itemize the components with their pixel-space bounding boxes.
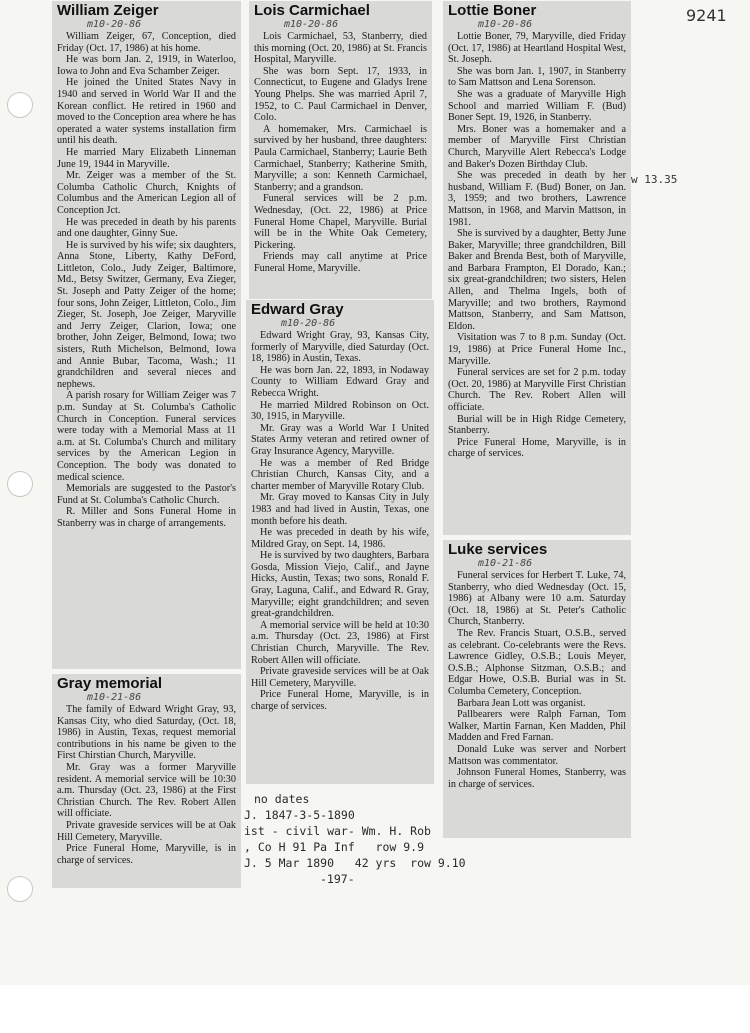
paragraph: R. Miller and Sons Funeral Home in Stanberry was in charge of arrangements. bbox=[57, 506, 236, 529]
handwritten-date-note: m10-20-86 bbox=[478, 19, 533, 30]
typed-record-line: no dates bbox=[254, 792, 310, 806]
paragraph: Funeral services are set for 2 p.m. today (Oct. 20, 1986) at Maryville First Christian Church. The Rev. Robert Allen will officiate. bbox=[448, 367, 626, 413]
typed-record-line: J. 5 Mar 1890 42 yrs row 9.10 bbox=[244, 856, 466, 870]
obituary-lottie-boner bbox=[443, 1, 631, 535]
paragraph: Mr. Gray was a former Maryville resident. A memorial service will be 10:30 a.m. Thursday (Oct. 23, 1986) at the First Christian Church. The Rev. Robert Allen will officiate. bbox=[57, 761, 236, 820]
handwritten-date-note: m10-21-86 bbox=[87, 692, 142, 703]
paragraph: A parish rosary for William Zeiger was 7 p.m. Sunday at St. Columba's Catholic Church in Conception. Funeral services were today with a Memorial Mass at 11 a.m. at St. Columba's Church and military services by the American Legion in Conception. The body was donated to medical science. bbox=[57, 390, 236, 483]
obituary-edward-gray bbox=[246, 300, 434, 784]
paragraph: Burial will be in High Ridge Cemetery, Stanberry. bbox=[448, 413, 626, 437]
paragraph: A homemaker, Mrs. Carmichael is survived by her husband, three daughters: Paula Carmichael, Stanberry; Laurie Beth Carmichael, Stanberry; Katherine Smith, Maryville; a son: Kenneth Carmichael, Stanberry; and a grandson. bbox=[254, 123, 427, 193]
obituary-title: Luke services bbox=[448, 541, 548, 558]
obituary-title: Gray memorial bbox=[57, 675, 163, 692]
paragraph: He is survived by his wife; six daughters, Anna Stone, Liberty, Kathy DeFord, Littleton, Colo., Judy Zeiger, Baltimore, Md., Betsy Switzer, Germany, Eva Zieger, St. Joseph and Patty Zeiger of the home; four sons, John Zeiger, Littleton, Colo., Jim Zieger, St. Joseph, Joe Zeiger, Maryville and Jerry Zeiger, Clarion, Iowa; one brother, John Zeiger, Belmond, Iowa; two sisters, Ruth Michelson, Belmond, Iowa and Annie Bubar, Tacoma, Wash.; 11 grandchildren and several nieces and nephews. bbox=[57, 239, 236, 390]
paragraph: The Rev. Francis Stuart, O.S.B., served as celebrant. Co-celebrants were the Revs. Lawrence Gidley, O.S.B.; Louis Meyer, O.S.B.; Alphonse Sitzman, O.S.B.; and Edgar Howe, O.S.B. Burial was in St. Columba Cemetery, Conception. bbox=[448, 627, 626, 697]
binder-hole bbox=[7, 876, 33, 902]
page-number: 9241 bbox=[686, 6, 727, 25]
paragraph: He joined the United States Navy in 1940 and served in World War II and the Korean conflict. He retired in 1960 and moved to the Conception area where he has operated a water systems installation firm until his death. bbox=[57, 77, 236, 147]
handwritten-date-note: m10-21-86 bbox=[478, 558, 533, 569]
paragraph: Mr. Zeiger was a member of the St. Columba Catholic Church, Knights of Columbus and the American Legion all of Conception Jct. bbox=[57, 170, 236, 216]
paragraph: Barbara Jean Lott was organist. bbox=[457, 697, 586, 709]
paragraph: The family of Edward Wright Gray, 93, Kansas City, who died Saturday, (Oct. 18, 1986) in Austin, Texas, request memorial contributions in his name be given to the First Chirstian Church, Maryville. bbox=[57, 704, 236, 762]
paragraph: Private graveside services will be at Oak Hill Cemetery, Maryville. bbox=[251, 666, 429, 689]
binder-hole bbox=[7, 92, 33, 118]
paragraph: Mr. Gray was a World War I United States Army veteran and retired owner of Gray Insurance Agency, Maryville. bbox=[251, 422, 429, 457]
notice-gray-memorial bbox=[52, 674, 241, 888]
paragraph: He was born Jan. 2, 1919, in Waterloo, Iowa to John and Eva Schamber Zeiger. bbox=[57, 54, 236, 77]
paragraph: She was preceded in death by her husband, William F. (Bud) Boner, on Jan. 3, 1959; and two brothers, Lawrence Mattson, in 1968, and Marvin Mattson, in 1981. bbox=[448, 170, 626, 228]
typed-record-line: ist - civil war- Wm. H. Rob bbox=[244, 824, 431, 838]
paragraph: Donald Luke was server and Norbert Mattson was commentator. bbox=[448, 743, 626, 767]
binder-hole bbox=[7, 471, 33, 497]
obituary-body bbox=[448, 570, 626, 790]
paragraph: She was born Jan. 1, 1907, in Stanberry to Sam Mattson and Lena Sorenson. bbox=[448, 65, 626, 89]
obituary-title: Edward Gray bbox=[251, 301, 344, 318]
paragraph: Price Funeral Home, Maryville, is in charge of services. bbox=[448, 436, 626, 460]
typed-record-line: J. 1847-3-5-1890 bbox=[244, 808, 355, 822]
typed-record-line: , Co H 91 Pa Inf row 9.9 bbox=[244, 840, 425, 854]
paragraph: William Zeiger, 67, Conception, died Friday (Oct. 17, 1986) at his home. bbox=[57, 31, 236, 54]
paragraph: Private graveside services will be at Oak Hill Cemetery, Maryville. bbox=[57, 819, 236, 843]
handwritten-date-note: m10-20-86 bbox=[87, 19, 142, 30]
paragraph: Mr. Gray moved to Kansas City in July 1983 and had lived in Austin, Texas, one month before his death. bbox=[251, 492, 429, 527]
obituary-title: William Zeiger bbox=[57, 2, 159, 19]
paragraph: Lois Carmichael, 53, Stanberry, died this morning (Oct. 20, 1986) at St. Francis Hospital, Maryville. bbox=[254, 31, 427, 66]
paragraph: He is survived by two daughters, Barbara Gosda, Mission Viejo, Calif., and Jayne Hicks, Austin, Texas; two sons, Ronald F. Gray, Laguna, Calif., and Edward R. Gray, Maryville; eight grandchildren; and seven great-grandchildren. bbox=[251, 550, 429, 620]
paragraph: Mrs. Boner was a homemaker and a member of Maryville First Christian Church, Maryville Alert Rebecca's Lodge and Baker's Dozen Birthday Club. bbox=[448, 123, 626, 170]
paragraph: Price Funeral Home, Maryville, is in charge of services. bbox=[251, 689, 429, 712]
paragraph: He was born Jan. 22, 1893, in Nodaway County to William Edward Gray and Rebecca Wright. bbox=[251, 364, 429, 399]
obituary-william-zeiger bbox=[52, 1, 241, 669]
paragraph: He was a member of Red Bridge Christian Church, Kansas City, and a charter member of Maryville Rotary Club. bbox=[251, 457, 429, 492]
obituary-title: Lois Carmichael bbox=[254, 2, 370, 19]
typed-page-footer: -197- bbox=[320, 872, 355, 886]
obituary-body bbox=[57, 31, 236, 530]
obituary-body bbox=[254, 31, 427, 274]
paragraph: A memorial service will be held at 10:30 a.m. Thursday (Oct. 23, 1986) at First Christian Church, Maryville. The Rev. Robert Allen will officiate. bbox=[251, 619, 429, 666]
paragraph: He was preceded in death by his parents and one daughter, Ginny Sue. bbox=[57, 216, 236, 240]
paragraph: Johnson Funeral Homes, Stanberry, was in charge of services. bbox=[448, 767, 626, 790]
paragraph: Pallbearers were Ralph Farnan, Tom Walker, Martin Farnan, Ken Madden, Phil Madden and Fred Farnan. bbox=[448, 709, 626, 744]
obituary-body bbox=[448, 31, 626, 460]
paragraph: Memorials are suggested to the Pastor's Fund at St. Columba's Catholic Church. bbox=[57, 483, 236, 506]
paragraph: He was preceded in death by his wife, Mildred Gray, on Sept. 14, 1986. bbox=[251, 527, 429, 550]
obituary-title: Lottie Boner bbox=[448, 2, 537, 19]
paragraph: She was a graduate of Maryville High School and married William F. (Bud) Boner Sept. 19, 1926, in Stanberry. bbox=[448, 88, 626, 124]
paragraph: Funeral services will be 2 p.m. Wednesday, (Oct. 22, 1986) at Price Funeral Home Chapel, Maryville. Burial will be in the White Oak Cemetery, Pickering. bbox=[254, 193, 427, 251]
notice-luke-services bbox=[443, 540, 631, 838]
handwritten-date-note: m10-20-86 bbox=[281, 318, 336, 329]
paragraph: Price Funeral Home, Maryville, is in charge of services. bbox=[57, 843, 236, 866]
paragraph: Visitation was 7 to 8 p.m. Sunday (Oct. 19, 1986) at Price Funeral Home Inc., Maryville. bbox=[448, 332, 626, 367]
obituary-lois-carmichael bbox=[249, 1, 432, 299]
paragraph: Friends may call anytime at Price Funeral Home, Maryville. bbox=[254, 251, 427, 274]
paragraph: He married Mildred Robinson on Oct. 30, 1915, in Maryville. bbox=[251, 399, 429, 423]
handwritten-date-note: m10-20-86 bbox=[284, 19, 339, 30]
paragraph: Lottie Boner, 79, Maryville, died Friday (Oct. 17, 1986) at Heartland Hospital West, St. Joseph. bbox=[448, 31, 626, 66]
paragraph: She is survived by a daughter, Betty June Baker, Maryville; three grandchildren, Bill Baker and Brenda Best, both of Maryville, and Barbara Frampton, El Dorado, Kan.; six great-grandchildren; two sisters, Helen Allen, and Thelma Ingels, both of Maryville; and two brothers, Raymond Mattson, Stanberry, and Sam Mattson, Eldon. bbox=[448, 228, 626, 332]
obituary-body bbox=[57, 704, 236, 866]
obituary-body bbox=[251, 330, 429, 713]
paragraph: Funeral services for Herbert T. Luke, 74, Stanberry, who died Wednesday (Oct. 15, 1986) at Albany were 10 a.m. Saturday (Oct. 18, 1986) at St. Peter's Catholic Church, Stanberry. bbox=[448, 570, 626, 628]
paragraph: Edward Wright Gray, 93, Kansas City, formerly of Maryville, died Saturday (Oct. 18, 1986) in Austin, Texas. bbox=[251, 330, 429, 365]
paragraph: She was born Sept. 17, 1933, in Connecticut, to Eugene and Gladys Irene Young Phelps. She was married April 7, 1952, to C. Paul Carmichael in Denver, Colo. bbox=[254, 65, 427, 124]
paragraph: He married Mary Elizabeth Linneman June 19, 1944 in Maryville. bbox=[57, 146, 236, 170]
side-note: w 13.35 bbox=[631, 173, 678, 186]
